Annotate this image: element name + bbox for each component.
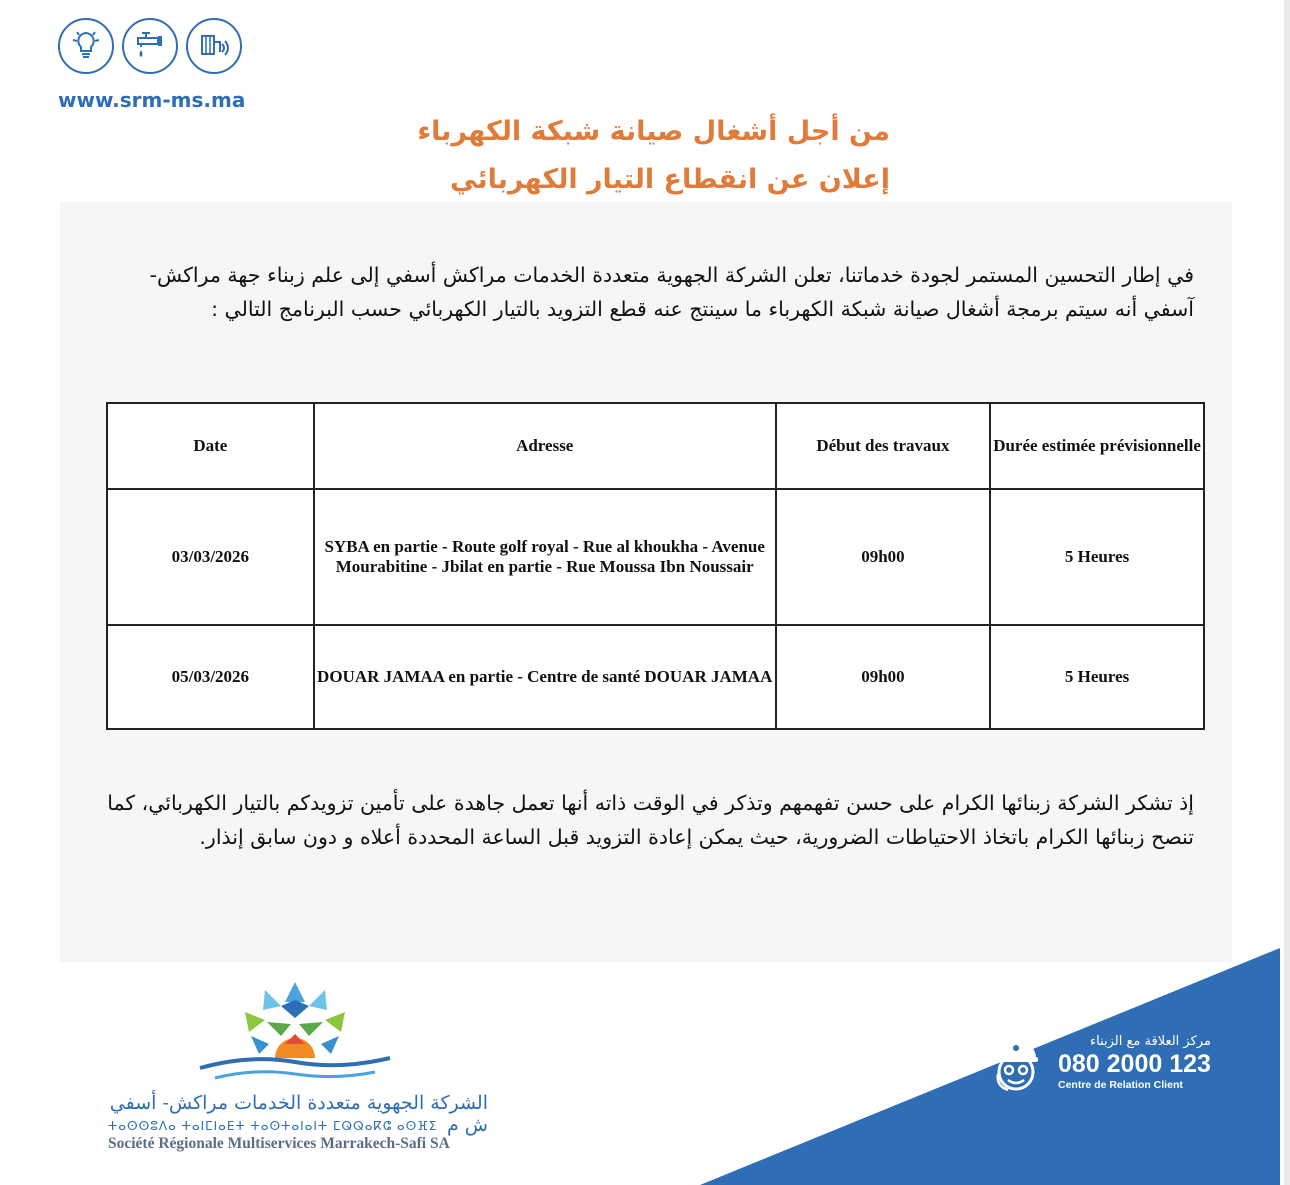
cell-date: 03/03/2026 — [107, 489, 314, 625]
header-address: Adresse — [314, 403, 776, 489]
header-start: Début des travaux — [776, 403, 990, 489]
header-date: Date — [107, 403, 314, 489]
cell-date: 05/03/2026 — [107, 625, 314, 729]
customer-relation-center — [984, 1030, 1211, 1094]
company-name-tifinagh: ⵜⴰⵙⵙⵓⴷⴰ ⵜⴰⵏⵎⵏⴰⴹⵜ ⵜⴰⵙⵜⴰⵏⴰⵏⵜ ⵎⵕⵕⴰⴽⵛ ⴰⵙⴼⵉ — [108, 1119, 438, 1133]
title-line-1: من أجل أشغال صيانة شبكة الكهرباء — [417, 116, 890, 147]
intro-paragraph: في إطار التحسين المستمر لجودة خدماتنا، تعلن الشركة الجهوية متعددة الخدمات مراكش أسفي إلى علم زبناء جهة مراكش- آسفي أنه سيتم برمجة أشغال صيانة شبكة الكهرباء ما سينتج عنه قطع التزويد بالتيار الكهربائي حسب البرنامج التالي : — [149, 263, 1194, 321]
cell-duration: 5 Heures — [990, 625, 1204, 729]
crc-phone-number[interactable]: 080 2000 123 — [1058, 1049, 1211, 1078]
website-url[interactable]: www.srm-ms.ma — [58, 88, 246, 112]
cell-start: 09h00 — [776, 489, 990, 625]
cell-address: DOUAR JAMAA en partie - Centre de santé DOUAR JAMAA — [314, 625, 776, 729]
company-name-arabic: الشركة الجهوية متعددة الخدمات مراكش- أسفي ش م — [109, 1092, 488, 1136]
closing-paragraph: إذ تشكر الشركة زبنائها الكرام على حسن تفهمهم وتذكر في الوقت ذاته أنها تعمل جاهدة على تأمين تزويدكم بالتيار الكهربائي، كما تنصح زبنائها الكرام باتخاذ الاحتياطات الضرورية، حيث يمكن إعادة التزويد قبل الساعة المحددة أعلاه و دون سابق إنذار. — [107, 791, 1194, 849]
cell-address: SYBA en partie - Route golf royal - Rue al khoukha - Avenue Mourabitine - Jbilat en partie - Rue Moussa Ibn Noussair — [314, 489, 776, 625]
company-name-french: Société Régionale Multiservices Marrakech-Safi SA — [108, 1135, 450, 1152]
company-logo — [190, 980, 400, 1094]
cell-start: 09h00 — [776, 625, 990, 729]
helpdesk-mascot-icon — [984, 1030, 1048, 1094]
cell-duration: 5 Heures — [990, 489, 1204, 625]
crc-label-arabic: مركز العلاقة مع الزبناء — [1090, 1033, 1211, 1049]
crc-label-french: Centre de Relation Client — [1058, 1078, 1183, 1091]
title-line-2: إعلان عن انقطاع التيار الكهربائي — [450, 164, 890, 195]
header-duration: Durée estimée prévisionnelle — [990, 403, 1204, 489]
